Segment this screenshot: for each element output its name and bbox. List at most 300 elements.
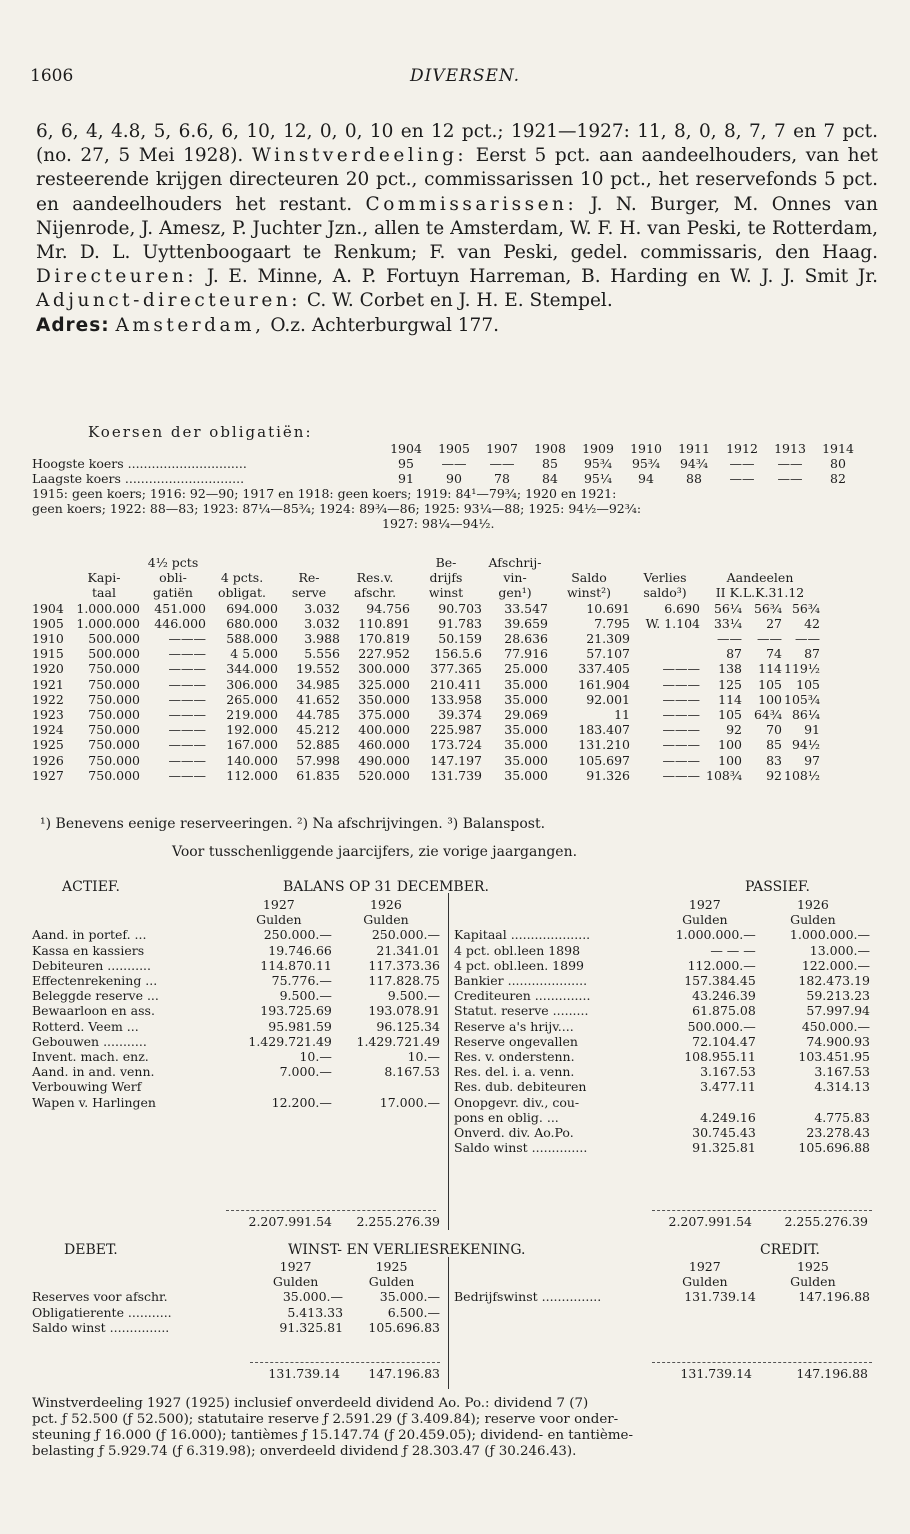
passief-year: 1927: [688, 897, 721, 912]
kap-cell: 105: [758, 676, 782, 692]
kap-cell: 225.987: [430, 722, 482, 738]
passief-label: Statut. reserve .........: [454, 1003, 589, 1019]
comm-label: Commissarissen:: [365, 193, 578, 215]
kap-cell: ———: [662, 767, 700, 783]
page-title: DIVERSEN.: [410, 66, 521, 86]
passief-label: pons en oblig. ...: [454, 1109, 559, 1125]
debet-value: 35.000.—: [379, 1289, 440, 1305]
credit-label: CREDIT.: [760, 1242, 820, 1258]
obl-year: 1912: [726, 441, 758, 456]
kap-header-cell: [630, 555, 700, 570]
kap-cell: 33¼: [713, 615, 742, 631]
actief-value: 1.429.721.49: [356, 1033, 440, 1049]
actief-label: Aand. in and. venn.: [32, 1064, 155, 1080]
kap-cell: 94.756: [366, 600, 410, 616]
actief-value: 9.500.—: [387, 988, 440, 1004]
kap-cell: ———: [168, 646, 206, 662]
passief-value: 91.325.81: [692, 1140, 756, 1156]
kap-cell: ———: [168, 767, 206, 783]
debet-label: Saldo winst ...............: [32, 1319, 170, 1335]
passief-currency: Gulden: [682, 912, 728, 928]
passief-value: 3.167.53: [814, 1064, 870, 1080]
kap-cell: 5.556: [304, 646, 340, 662]
kap-cell: 750.000: [88, 661, 140, 677]
credit-currency: Gulden: [682, 1274, 728, 1290]
obl-value: ——: [729, 456, 755, 472]
kap-header-cell: 4½ pcts: [147, 555, 199, 570]
kap-cell: 750.000: [88, 676, 140, 692]
kap-cell: 1910: [32, 631, 64, 647]
passief-value: 74.900.93: [806, 1033, 870, 1049]
obl-row: [32, 471, 862, 486]
kap-cell: 112.000: [226, 767, 278, 783]
kap-cell: 183.407: [578, 722, 630, 738]
kap-header-cell: Afschrij-: [488, 555, 542, 570]
kap-cell: 265.000: [226, 691, 278, 707]
actief-year-row: [32, 897, 440, 912]
passief-table: [454, 897, 870, 1155]
kap-cell: 108½: [784, 767, 820, 783]
kap-cell: ———: [662, 676, 700, 692]
kap-cell: 83: [766, 752, 782, 768]
kap-cell: 91: [804, 722, 820, 738]
kap-cell: 1.000.000: [76, 615, 140, 631]
actief-total-1926: 2.255.276.39: [356, 1214, 440, 1229]
passief-currency: Gulden: [790, 912, 836, 928]
actief-value: 7.000.—: [279, 1064, 332, 1080]
kap-cell: ———: [168, 661, 206, 677]
kap-header-cell: [32, 570, 68, 585]
debet-label: Reserves voor afschr.: [32, 1289, 168, 1305]
kap-cell: 100: [718, 752, 742, 768]
kap-cell: 50.159: [438, 631, 482, 647]
kap-cell: ———: [168, 691, 206, 707]
kap-cell: 56¼: [713, 600, 742, 616]
passief-value: 23.278.43: [806, 1125, 870, 1141]
actief-row: [32, 1003, 440, 1018]
passief-row: [454, 1079, 870, 1094]
vorige-note: Voor tusschenliggende jaarcijfers, zie vorige jaargangen.: [172, 844, 578, 860]
obl-row-label: Laagste koers ..............................: [32, 471, 245, 487]
debet-year-row: [32, 1259, 440, 1274]
actief-totals: [226, 1214, 440, 1229]
obl-value: 94: [638, 471, 654, 487]
debet-label: DEBET.: [64, 1242, 118, 1258]
kap-cell: ———: [662, 691, 700, 707]
obl-value: 78: [494, 471, 510, 487]
debet-totals: [250, 1366, 440, 1381]
kap-cell: 350.000: [358, 691, 410, 707]
obl-note-1: 1915: geen koers; 1916: 92—90; 1917 en 1918: geen koers; 1919: 84¹—79¾; 1920 en 1921:: [32, 486, 617, 501]
kap-cell: 161.904: [578, 676, 630, 692]
debet-corner: [32, 1274, 248, 1289]
passief-row: [454, 973, 870, 988]
passief-value: 105.696.88: [798, 1140, 870, 1156]
kap-header-cell: obli-: [159, 570, 187, 586]
kap-cell: 64¾: [753, 707, 782, 723]
passief-value: 72.104.47: [692, 1033, 756, 1049]
kap-cell: 167.000: [226, 737, 278, 753]
kap-header-cell: [278, 555, 340, 570]
kap-cell: 750.000: [88, 722, 140, 738]
kap-cell: 92: [766, 767, 782, 783]
kap-header-cell: Re-: [298, 570, 320, 586]
kap-cell: ———: [662, 707, 700, 723]
kap-cell: 3.988: [304, 631, 340, 647]
kap-cell: 33.547: [504, 600, 548, 616]
actief-label: Effectenrekening ...: [32, 973, 158, 989]
actief-year: 1927: [262, 897, 295, 912]
kap-cell: 520.000: [358, 767, 410, 783]
kap-cell: 451.000: [154, 600, 206, 616]
kap-cell: 1915: [32, 646, 64, 662]
actief-row: [32, 1049, 440, 1064]
passief-value: [654, 1095, 756, 1110]
passief-value: 3.477.11: [700, 1079, 756, 1095]
kap-cell: 375.000: [358, 707, 410, 723]
kap-cell: 325.000: [358, 676, 410, 692]
kap-row: [32, 646, 820, 661]
passief-label: Bankier ....................: [454, 973, 588, 989]
passief-value: 4.314.13: [814, 1079, 870, 1095]
kap-row: [32, 631, 820, 646]
credit-corner: [454, 1259, 654, 1274]
kap-cell: 750.000: [88, 707, 140, 723]
actief-table: [32, 897, 440, 1110]
kap-cell: 306.000: [226, 676, 278, 692]
passief-value: 4.249.16: [700, 1109, 756, 1125]
debet-total-1927: 131.739.14: [268, 1366, 340, 1381]
obl-year: 1907: [486, 441, 518, 456]
kap-cell: 92: [726, 722, 742, 738]
credit-value: 131.739.14: [684, 1289, 756, 1305]
kap-cell: 460.000: [358, 737, 410, 753]
passief-label: Onverd. div. Ao.Po.: [454, 1125, 574, 1141]
debet-total-1925: 147.196.83: [368, 1366, 440, 1381]
debet-row: [32, 1289, 440, 1304]
kap-cell: 44.785: [296, 707, 340, 723]
passief-row: [454, 1049, 870, 1064]
debet-row: [32, 1305, 440, 1320]
actief-row: [32, 1095, 440, 1110]
kap-cell: ———: [168, 737, 206, 753]
actief-value: 8.167.53: [384, 1064, 440, 1080]
credit-total-rule: [652, 1362, 872, 1363]
kap-cell: 35.000: [504, 722, 548, 738]
passief-row: [454, 1110, 870, 1125]
winst-divider: [448, 1257, 449, 1389]
kap-cell: 57.998: [296, 752, 340, 768]
footer-line-3: steuning ƒ 16.000 (ƒ 16.000); tantièmes ƒ 15.147.74 (ƒ 20.459.05); dividend- en tantième-: [32, 1428, 633, 1443]
obligaties-table: [32, 441, 862, 487]
actief-currency: Gulden: [363, 912, 409, 928]
comm-text: J. N. Burger, M. Onnes van Nijenrode, J. Amesz, P. Juchter Jzn., allen te Amsterdam, W. F. H. van Peski, te Rotterdam, Mr. D. L. Uyttenboogaart te Renkum; F. van Peski, gedel. commissaris, den Haag.: [36, 193, 878, 264]
passief-value: 1.000.000.—: [789, 927, 870, 943]
obligaties-heading: Koersen der obligatiën:: [88, 423, 313, 441]
kap-cell: ———: [168, 722, 206, 738]
obl-row-label: Hoogste koers ..............................: [32, 456, 247, 472]
obl-corner: [32, 441, 382, 456]
kap-cell: 90.703: [438, 600, 482, 616]
kap-cell: 1922: [32, 691, 64, 707]
kap-cell: 110.891: [358, 615, 410, 631]
kap-cell: 10.691: [586, 600, 630, 616]
kap-cell: 500.000: [88, 646, 140, 662]
kap-cell: ———: [168, 631, 206, 647]
kap-cell: 39.374: [438, 707, 482, 723]
obl-value: 95¾: [631, 456, 661, 472]
kap-cell: ———: [662, 722, 700, 738]
actief-total-1927: 2.207.991.54: [248, 1214, 332, 1229]
kap-cell: ———: [662, 737, 700, 753]
kap-cell: 750.000: [88, 767, 140, 783]
kap-cell: 337.405: [578, 661, 630, 677]
actief-label: Aand. in portef. ...: [32, 927, 147, 943]
footer-line-4: belasting ƒ 5.929.74 (ƒ 6.319.98); onverdeeld dividend ƒ 28.303.47 (ƒ 30.246.43).: [32, 1444, 577, 1459]
kap-cell: 219.000: [226, 707, 278, 723]
kapitaal-table: [32, 555, 820, 783]
kap-cell: 105¾: [784, 691, 820, 707]
dir-text: J. E. Minne, A. P. Fortuyn Harreman, B. Harding en W. J. J. Smit Jr.: [206, 266, 878, 288]
kap-cell: 750.000: [88, 752, 140, 768]
footer-note: [32, 1396, 633, 1460]
passief-label: Res. del. i. a. venn.: [454, 1064, 575, 1080]
obl-value: ——: [777, 471, 803, 487]
credit-corner: [454, 1274, 654, 1289]
kap-header-cell: [548, 555, 630, 570]
obl-value: 82: [830, 471, 846, 487]
kap-cell: 87: [804, 646, 820, 662]
kap-cell: 3.032: [304, 615, 340, 631]
kap-cell: 192.000: [226, 722, 278, 738]
kap-cell: 3.032: [304, 600, 340, 616]
kap-cell: 39.659: [504, 615, 548, 631]
passief-label: Res. v. onderstenn.: [454, 1049, 575, 1065]
credit-value: 147.196.88: [798, 1289, 870, 1305]
actief-label: Wapen v. Harlingen: [32, 1094, 156, 1110]
kap-cell: 1904: [32, 600, 64, 616]
actief-label: Debiteuren ...........: [32, 957, 151, 973]
debet-year: 1927: [279, 1259, 312, 1274]
kap-cell: 105: [796, 676, 820, 692]
actief-row: [32, 943, 440, 958]
kap-cell: ———: [168, 707, 206, 723]
debet-total-rule: [250, 1362, 440, 1363]
debet-corner: [32, 1259, 248, 1274]
actief-currency: Gulden: [256, 912, 302, 928]
kap-cell: 91.326: [586, 767, 630, 783]
passief-value: 59.213.23: [806, 988, 870, 1004]
kap-header-cell: II K.L.K.31.12: [715, 585, 805, 601]
kap-cell: 300.000: [358, 661, 410, 677]
intro-paragraph: [36, 120, 878, 338]
kap-header-cell: afschr.: [353, 585, 397, 601]
actief-row: [32, 1079, 440, 1094]
passief-row: [454, 1125, 870, 1140]
actief-year: 1926: [370, 897, 402, 912]
kap-cell: 138: [718, 661, 742, 677]
credit-totals: [652, 1366, 868, 1381]
kap-cell: 125: [718, 676, 742, 692]
kap-cell: 1924: [32, 722, 64, 738]
kap-cell: 35.000: [504, 691, 548, 707]
kap-cell: 6.690: [664, 600, 700, 616]
obl-year: 1910: [630, 441, 662, 456]
kap-cell: 1921: [32, 676, 64, 692]
kap-cell: 4 5.000: [230, 646, 278, 662]
kap-row: [32, 737, 820, 752]
kap-cell: 170.819: [358, 631, 410, 647]
credit-row: [454, 1289, 870, 1304]
actief-value: 193.725.69: [260, 1003, 332, 1019]
kap-cell: [630, 631, 700, 646]
kap-cell: 1920: [32, 661, 64, 677]
actief-value: 250.000.—: [263, 927, 332, 943]
passief-row: [454, 927, 870, 942]
obl-value: 80: [830, 456, 846, 472]
actief-label: Bewaarloon en ass.: [32, 1003, 155, 1019]
kap-header-cell: winst: [428, 585, 464, 601]
balans-divider: [448, 893, 449, 1230]
obl-value: 95¾: [583, 456, 613, 472]
kap-cell: 11: [614, 707, 630, 723]
actief-corner: [32, 897, 226, 912]
kap-cell: 100: [758, 691, 782, 707]
passief-value: 108.955.11: [684, 1049, 756, 1065]
passief-value: [756, 1095, 870, 1110]
passief-row: [454, 943, 870, 958]
kap-cell: 57.107: [586, 646, 630, 662]
actief-value: 117.828.75: [368, 973, 440, 989]
kap-cell: 35.000: [504, 676, 548, 692]
passief-label: 4 pct. obl.leen. 1899: [454, 957, 584, 973]
passief-value: 4.775.83: [814, 1109, 870, 1125]
kap-cell: 70: [766, 722, 782, 738]
balans-title: BALANS OP 31 DECEMBER.: [283, 879, 489, 895]
debet-value: 5.413.33: [287, 1304, 344, 1320]
credit-year: 1927: [688, 1259, 721, 1274]
passief-label: Reserve ongevallen: [454, 1033, 578, 1049]
actief-label: Verbouwing Werf: [32, 1079, 142, 1095]
actief-label: Gebouwen ...........: [32, 1033, 147, 1049]
passief-value: 122.000.—: [801, 957, 870, 973]
kap-cell: 114: [758, 661, 782, 677]
passief-totals: [652, 1214, 868, 1229]
actief-value: 17.000.—: [379, 1094, 440, 1110]
kap-cell: [630, 646, 700, 661]
kap-cell: 91.783: [438, 615, 482, 631]
passief-value: 1.000.000.—: [675, 927, 756, 943]
kap-cell: 114: [718, 691, 742, 707]
footer-line-2: pct. ƒ 52.500 (ƒ 52.500); statutaire reserve ƒ 2.591.29 (ƒ 3.409.84); reserve voor onder-: [32, 1412, 619, 1427]
passief-value: 182.473.19: [798, 973, 870, 989]
kap-cell: 29.069: [504, 707, 548, 723]
kap-header-cell: [32, 585, 68, 600]
kap-cell: 173.724: [430, 737, 482, 753]
obl-value: 94¾: [679, 456, 709, 472]
passief-row: [454, 958, 870, 973]
obl-value: ——: [729, 471, 755, 487]
kap-cell: 87: [726, 646, 742, 662]
kap-cell: 1.000.000: [76, 600, 140, 616]
kap-cell: 35.000: [504, 737, 548, 753]
kap-cell: 85: [766, 737, 782, 753]
kap-header-cell: Verlies: [643, 570, 687, 586]
actief-value: 10.—: [407, 1049, 440, 1065]
kap-cell: 140.000: [226, 752, 278, 768]
kap-cell: 105: [718, 707, 742, 723]
winst-text: Eerst 5 pct. aan aandeelhouders, van het resteerende krijgen directeuren 20 pct., commissarissen 10 pct., het reservefonds 5 pct. en aandeelhouders het restant.: [36, 145, 878, 215]
debet-currency: Gulden: [272, 1274, 319, 1290]
kap-cell: 147.197: [430, 752, 482, 768]
passief-value: 43.246.39: [692, 988, 756, 1004]
adres-street: O.z. Achterburgwal 177.: [270, 314, 499, 336]
obl-value: 90: [446, 471, 462, 487]
passief-currency-row: [454, 912, 870, 927]
passief-value: 112.000.—: [687, 957, 756, 973]
kap-row: [32, 753, 820, 768]
actief-label: Kassa en kassiers: [32, 942, 145, 958]
winst-label: Winstverdeeling:: [251, 145, 468, 167]
kap-cell: 680.000: [226, 615, 278, 631]
page-number: 1606: [30, 66, 74, 86]
debet-currency: Gulden: [368, 1274, 415, 1290]
winst-title: WINST- EN VERLIESREKENING.: [288, 1242, 526, 1258]
adres-label: Adres:: [36, 314, 110, 336]
passief-year-row: [454, 897, 870, 912]
kap-cell: 1927: [32, 767, 64, 783]
kap-cell: 133.958: [430, 691, 482, 707]
obl-value: 95¼: [583, 471, 613, 487]
kap-cell: 108¾: [706, 767, 742, 783]
actief-label: Invent. mach. enz.: [32, 1049, 149, 1065]
kap-cell: 61.835: [296, 767, 340, 783]
passief-year: 1926: [796, 897, 829, 912]
kap-cell: 344.000: [226, 661, 278, 677]
kap-cell: 77.916: [504, 646, 548, 662]
kap-cell: 45.212: [296, 722, 340, 738]
credit-label: Bedrijfswinst ...............: [454, 1289, 602, 1305]
kap-cell: 41.652: [296, 691, 340, 707]
passief-label: Crediteuren ..............: [454, 988, 591, 1004]
actief-corner: [32, 912, 226, 927]
passief-total-1926: 2.255.276.39: [784, 1214, 868, 1229]
kap-cell: 97: [804, 752, 820, 768]
kap-cell: 19.552: [296, 661, 340, 677]
kap-cell: 131.739: [430, 767, 482, 783]
debet-table: [32, 1259, 440, 1335]
kap-cell: 400.000: [358, 722, 410, 738]
kap-header-row: [32, 555, 820, 570]
kap-header-cell: Kapi-: [87, 570, 121, 586]
actief-currency-row: [32, 912, 440, 927]
kap-row: [32, 768, 820, 783]
passief-label: Reserve a's hrijv....: [454, 1018, 574, 1034]
passief-total-rule: [652, 1210, 872, 1211]
kap-cell: 1926: [32, 752, 64, 768]
kap-header-cell: gen¹): [498, 585, 532, 601]
kap-cell: 35.000: [504, 767, 548, 783]
kap-header-cell: vin-: [503, 570, 527, 586]
obl-value: 88: [686, 471, 702, 487]
obl-note-2: geen koers; 1922: 88—83; 1923: 87¼—85¾; 1924: 89¾—86; 1925: 93¼—88; 1925: 94½—92¾:: [32, 501, 642, 517]
passief-value: 450.000.—: [801, 1018, 870, 1034]
kap-cell: 42: [804, 615, 820, 631]
passief-total-1927: 2.207.991.54: [668, 1214, 752, 1229]
kap-header-cell: saldo³): [643, 585, 687, 601]
actief-row: [32, 958, 440, 973]
kap-cell: 694.000: [226, 600, 278, 616]
